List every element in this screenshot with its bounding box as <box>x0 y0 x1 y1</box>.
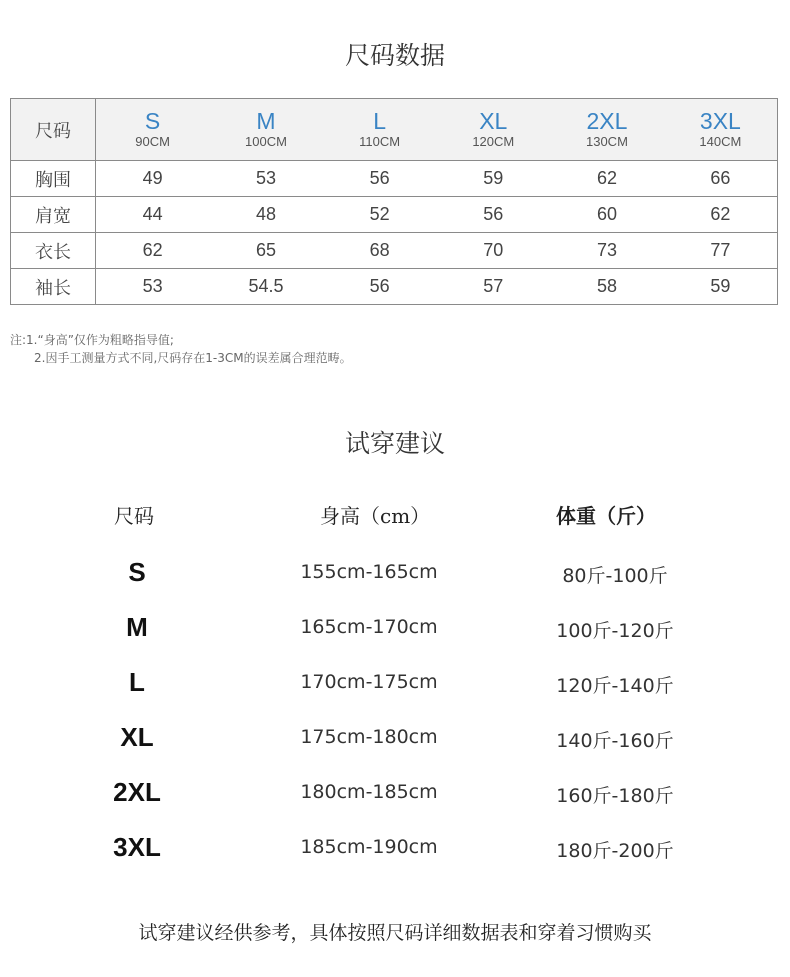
fit-size: XL <box>120 722 154 752</box>
fit-size: 2XL <box>113 777 161 807</box>
table-cell: 56 <box>323 161 437 197</box>
table-row-chest <box>11 161 778 197</box>
size-cm: 130CM <box>585 134 628 149</box>
fit-row-xl <box>0 718 790 758</box>
size-cm: 140CM <box>699 134 742 149</box>
table-row-length <box>11 233 778 269</box>
table-cell: 44 <box>96 197 210 233</box>
table-cell: 48 <box>209 197 323 233</box>
size-cm: 110CM <box>359 134 401 149</box>
table-cell: 66 <box>664 161 778 197</box>
table-cell: 77 <box>664 233 778 269</box>
fit-weight: 180斤-200斤 <box>556 840 674 862</box>
row-label: 肩宽 <box>11 197 96 233</box>
size-col-xl <box>436 99 550 161</box>
table-cell: 56 <box>323 269 437 305</box>
size-col-l <box>323 99 437 161</box>
fit-height: 185cm-190cm <box>300 836 438 858</box>
size-notes <box>10 331 352 367</box>
table-row-sleeve <box>11 269 778 305</box>
table-cell: 65 <box>209 233 323 269</box>
fit-row-m <box>0 608 790 648</box>
size-col-m <box>209 99 323 161</box>
fit-size: 3XL <box>113 832 161 862</box>
fit-advice-footer: 试穿建议经供参考，具体按照尺码详细数据表和穿着习惯购买 <box>138 922 652 944</box>
fit-header-height: 身高（cm） <box>320 504 431 528</box>
fit-weight: 100斤-120斤 <box>556 620 674 642</box>
table-cell: 52 <box>323 197 437 233</box>
table-cell: 59 <box>664 269 778 305</box>
fit-height: 170cm-175cm <box>300 671 438 693</box>
size-label: S <box>144 108 161 134</box>
table-cell: 62 <box>96 233 210 269</box>
fit-weight: 140斤-160斤 <box>556 730 674 752</box>
fit-row-2xl <box>0 773 790 813</box>
size-label: XL <box>479 108 508 134</box>
size-data-title: 尺码数据 <box>344 41 445 70</box>
table-cell: 56 <box>436 197 550 233</box>
size-cm: 90CM <box>135 134 170 149</box>
size-header-label: 尺码 <box>11 99 96 161</box>
fit-header-size: 尺码 <box>114 504 154 528</box>
table-cell: 73 <box>550 233 664 269</box>
size-cm: 100CM <box>245 134 287 149</box>
size-label: 2XL <box>586 108 628 134</box>
fit-header-weight: 体重（斤） <box>556 504 656 528</box>
table-cell: 68 <box>323 233 437 269</box>
fit-weight: 80斤-100斤 <box>562 565 668 587</box>
size-label: 3XL <box>699 108 741 134</box>
size-cm: 120CM <box>472 134 515 149</box>
fit-height: 165cm-170cm <box>300 616 438 638</box>
table-cell: 58 <box>550 269 664 305</box>
row-label: 袖长 <box>11 269 96 305</box>
fit-height: 155cm-165cm <box>300 561 438 583</box>
fit-height: 180cm-185cm <box>300 781 438 803</box>
fit-row-l <box>0 663 790 703</box>
note-1: 注:1.“身高”仅作为粗略指导值; <box>10 333 174 347</box>
table-cell: 59 <box>436 161 550 197</box>
size-chart-table <box>10 98 778 305</box>
table-cell: 54.5 <box>209 269 323 305</box>
fit-size: L <box>129 667 145 697</box>
note-2: 2.因手工测量方式不同,尺码存在1-3CM的误差属合理范畴。 <box>34 351 352 365</box>
fit-advice-title: 试穿建议 <box>344 429 445 458</box>
table-cell: 62 <box>550 161 664 197</box>
fit-weight: 120斤-140斤 <box>556 675 674 697</box>
size-col-3xl <box>664 99 778 161</box>
table-cell: 60 <box>550 197 664 233</box>
table-cell: 62 <box>664 197 778 233</box>
fit-size: S <box>128 557 146 587</box>
size-label: M <box>256 108 276 134</box>
table-cell: 57 <box>436 269 550 305</box>
fit-row-s <box>0 553 790 593</box>
fit-height: 175cm-180cm <box>300 726 438 748</box>
table-cell: 53 <box>96 269 210 305</box>
table-cell: 53 <box>209 161 323 197</box>
fit-weight: 160斤-180斤 <box>556 785 674 807</box>
fit-row-3xl <box>0 828 790 868</box>
size-col-s <box>96 99 210 161</box>
table-cell: 49 <box>96 161 210 197</box>
size-label: L <box>373 108 387 134</box>
size-header-row <box>11 99 778 161</box>
fit-size: M <box>126 612 148 642</box>
row-label: 衣长 <box>11 233 96 269</box>
table-cell: 70 <box>436 233 550 269</box>
table-row-shoulder <box>11 197 778 233</box>
size-col-2xl <box>550 99 664 161</box>
row-label: 胸围 <box>11 161 96 197</box>
